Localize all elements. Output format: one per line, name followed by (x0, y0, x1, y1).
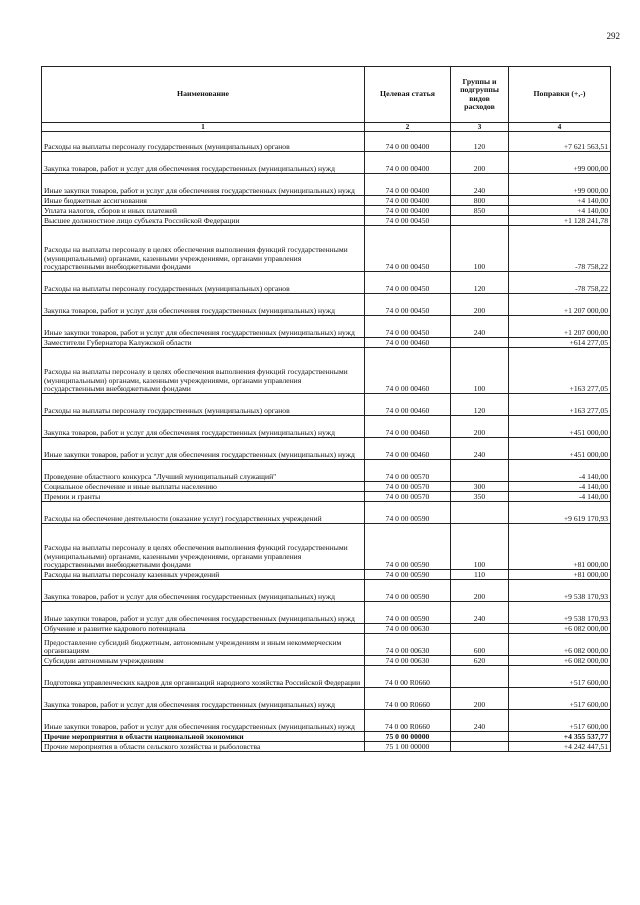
row-group: 800 (451, 196, 509, 206)
row-article: 74 0 00 00400 (365, 206, 451, 216)
row-amount: -4 140,00 (509, 492, 611, 502)
row-name: Закупка товаров, работ и услуг для обеспечения государственных (муниципальных) нужд (42, 416, 365, 438)
row-article: 74 0 00 00630 (365, 634, 451, 656)
row-article: 74 0 00 00570 (365, 492, 451, 502)
column-number: 1 (42, 123, 365, 132)
row-name: Иные закупки товаров, работ и услуг для обеспечения государственных (муниципальных) нужд (42, 602, 365, 624)
row-name: Закупка товаров, работ и услуг для обеспечения государственных (муниципальных) нужд (42, 152, 365, 174)
row-amount: +614 277,05 (509, 338, 611, 348)
row-name: Уплата налогов, сборов и иных платежей (42, 206, 365, 216)
table-row (42, 152, 611, 174)
row-amount: -4 140,00 (509, 482, 611, 492)
row-group: 100 (451, 226, 509, 272)
row-group: 200 (451, 152, 509, 174)
header-amendments: Поправки (+,-) (509, 67, 611, 123)
row-amount: +81 000,00 (509, 524, 611, 570)
row-name: Подготовка управленческих кадров для организаций народного хозяйства Российской Федерации (42, 666, 365, 688)
column-number-row (42, 123, 611, 132)
table-row (42, 196, 611, 206)
table-row (42, 338, 611, 348)
row-name: Расходы на выплаты персоналу в целях обеспечения выполнения функций государственными (муниципальными) органами, казенными учреждениями, органами управления государственными внебюджетными фондами (42, 226, 365, 272)
row-article: 74 0 00 00460 (365, 338, 451, 348)
row-group: 120 (451, 132, 509, 152)
row-name: Заместители Губернатора Калужской области (42, 338, 365, 348)
row-amount: +7 621 563,51 (509, 132, 611, 152)
row-name: Расходы на выплаты персоналу государственных (муниципальных) органов (42, 272, 365, 294)
row-name: Закупка товаров, работ и услуг для обеспечения государственных (муниципальных) нужд (42, 580, 365, 602)
row-amount: +451 000,00 (509, 416, 611, 438)
row-amount: +163 277,05 (509, 394, 611, 416)
table-row (42, 570, 611, 580)
row-group: 110 (451, 570, 509, 580)
row-amount: +517 600,00 (509, 688, 611, 710)
row-name: Расходы на выплаты персоналу в целях обеспечения выполнения функций государственными (муниципальными) органами, казенными учреждениями, органами управления государственными внебюджетными фондами (42, 524, 365, 570)
row-name: Субсидии автономным учреждениям (42, 656, 365, 666)
table-row (42, 666, 611, 688)
header-row (42, 67, 611, 123)
row-amount: +4 140,00 (509, 196, 611, 206)
row-name: Закупка товаров, работ и услуг для обеспечения государственных (муниципальных) нужд (42, 688, 365, 710)
row-article: 74 0 00 00590 (365, 524, 451, 570)
table-row (42, 316, 611, 338)
budget-amendments-table (41, 66, 611, 752)
row-amount: +81 000,00 (509, 570, 611, 580)
row-article: 74 0 00 00590 (365, 502, 451, 524)
row-article: 74 0 00 00450 (365, 216, 451, 226)
row-group: 200 (451, 416, 509, 438)
row-amount: +1 207 000,00 (509, 294, 611, 316)
row-amount: +6 082 000,00 (509, 656, 611, 666)
row-article: 74 0 00 00450 (365, 272, 451, 294)
row-amount: +517 600,00 (509, 666, 611, 688)
header-groups: Группы и подгруппы видов расходов (451, 67, 509, 123)
row-group: 300 (451, 482, 509, 492)
row-amount: +4 140,00 (509, 206, 611, 216)
row-group: 240 (451, 316, 509, 338)
row-name: Предоставление субсидий бюджетным, автономным учреждениям и иным некоммерческим организациям (42, 634, 365, 656)
row-amount: -4 140,00 (509, 460, 611, 482)
page-number: 292 (606, 31, 620, 41)
row-group: 600 (451, 634, 509, 656)
row-group: 200 (451, 580, 509, 602)
row-article: 74 0 00 00450 (365, 294, 451, 316)
table-row (42, 394, 611, 416)
row-article: 74 0 00 00460 (365, 438, 451, 460)
row-name: Иные закупки товаров, работ и услуг для обеспечения государственных (муниципальных) нужд (42, 438, 365, 460)
row-article: 74 0 00 00460 (365, 394, 451, 416)
row-name: Социальное обеспечение и иные выплаты населению (42, 482, 365, 492)
row-group (451, 216, 509, 226)
row-group: 100 (451, 524, 509, 570)
row-amount: +1 207 000,00 (509, 316, 611, 338)
row-amount: +9 538 170,93 (509, 580, 611, 602)
header-article: Целевая статья (365, 67, 451, 123)
row-article: 74 0 00 R0660 (365, 688, 451, 710)
row-article: 74 0 00 00570 (365, 482, 451, 492)
row-amount: -78 758,22 (509, 226, 611, 272)
row-group: 240 (451, 710, 509, 732)
table-row (42, 226, 611, 272)
table-row (42, 688, 611, 710)
table-row (42, 294, 611, 316)
row-group: 240 (451, 602, 509, 624)
row-name: Проведение областного конкурса "Лучший муниципальный служащий" (42, 460, 365, 482)
row-group: 100 (451, 348, 509, 394)
row-name: Обучение и развитие кадрового потенциала (42, 624, 365, 634)
row-article: 74 0 00 R0660 (365, 710, 451, 732)
row-article: 74 0 00 R0660 (365, 666, 451, 688)
table-row (42, 132, 611, 152)
row-article: 74 0 00 00570 (365, 460, 451, 482)
row-amount: +99 000,00 (509, 152, 611, 174)
row-group: 120 (451, 272, 509, 294)
table-row (42, 492, 611, 502)
table-row (42, 634, 611, 656)
row-amount: +9 619 170,93 (509, 502, 611, 524)
row-name: Иные закупки товаров, работ и услуг для обеспечения государственных (муниципальных) нужд (42, 710, 365, 732)
row-group (451, 624, 509, 634)
row-amount: +99 000,00 (509, 174, 611, 196)
row-group: 620 (451, 656, 509, 666)
row-article: 74 0 00 00590 (365, 570, 451, 580)
row-amount: +517 600,00 (509, 710, 611, 732)
row-amount: -78 758,22 (509, 272, 611, 294)
row-name: Высшее должностное лицо субъекта Российской Федерации (42, 216, 365, 226)
table-body (42, 132, 611, 752)
row-name: Прочие мероприятия в области сельского хозяйства и рыболовства (42, 742, 365, 752)
row-article: 74 0 00 00460 (365, 348, 451, 394)
row-article: 75 1 00 00000 (365, 742, 451, 752)
row-amount: +163 277,05 (509, 348, 611, 394)
row-article: 74 0 00 00400 (365, 174, 451, 196)
row-group (451, 732, 509, 742)
row-article: 74 0 00 00630 (365, 656, 451, 666)
row-group (451, 460, 509, 482)
row-amount: +451 000,00 (509, 438, 611, 460)
table-row (42, 174, 611, 196)
row-amount: +6 082 000,00 (509, 624, 611, 634)
row-name: Закупка товаров, работ и услуг для обеспечения государственных (муниципальных) нужд (42, 294, 365, 316)
table-row (42, 348, 611, 394)
column-number: 4 (509, 123, 611, 132)
table-row (42, 580, 611, 602)
row-group: 850 (451, 206, 509, 216)
row-amount: +6 082 000,00 (509, 634, 611, 656)
table-row (42, 624, 611, 634)
table-row (42, 438, 611, 460)
row-article: 74 0 00 00450 (365, 226, 451, 272)
table-row (42, 732, 611, 742)
row-group: 240 (451, 174, 509, 196)
row-name: Премии и гранты (42, 492, 365, 502)
row-amount: +4 355 537,77 (509, 732, 611, 742)
table-row (42, 656, 611, 666)
row-name: Прочие мероприятия в области национальной экономики (42, 732, 365, 742)
column-number: 2 (365, 123, 451, 132)
row-name: Иные бюджетные ассигнования (42, 196, 365, 206)
row-article: 74 0 00 00630 (365, 624, 451, 634)
row-group: 200 (451, 294, 509, 316)
row-group: 240 (451, 438, 509, 460)
table-row (42, 216, 611, 226)
row-name: Иные закупки товаров, работ и услуг для обеспечения государственных (муниципальных) нужд (42, 316, 365, 338)
row-name: Расходы на выплаты персоналу казенных учреждений (42, 570, 365, 580)
table-row (42, 524, 611, 570)
row-amount: +9 538 170,93 (509, 602, 611, 624)
row-group (451, 742, 509, 752)
row-name: Расходы на обеспечение деятельности (оказание услуг) государственных учреждений (42, 502, 365, 524)
row-article: 74 0 00 00400 (365, 196, 451, 206)
row-article: 74 0 00 00400 (365, 152, 451, 174)
row-group: 350 (451, 492, 509, 502)
row-name: Расходы на выплаты персоналу государственных (муниципальных) органов (42, 132, 365, 152)
row-article: 75 0 00 00000 (365, 732, 451, 742)
row-name: Иные закупки товаров, работ и услуг для обеспечения государственных (муниципальных) нужд (42, 174, 365, 196)
table-row (42, 416, 611, 438)
table-row (42, 502, 611, 524)
row-article: 74 0 00 00450 (365, 316, 451, 338)
row-group (451, 502, 509, 524)
row-article: 74 0 00 00400 (365, 132, 451, 152)
table-row (42, 272, 611, 294)
row-amount: +4 242 447,51 (509, 742, 611, 752)
table-row (42, 460, 611, 482)
table-row (42, 482, 611, 492)
header-name: Наименование (42, 67, 365, 123)
row-group: 200 (451, 688, 509, 710)
row-article: 74 0 00 00590 (365, 580, 451, 602)
table-row (42, 742, 611, 752)
row-article: 74 0 00 00460 (365, 416, 451, 438)
row-amount: +1 128 241,78 (509, 216, 611, 226)
table-row (42, 206, 611, 216)
row-group: 120 (451, 394, 509, 416)
column-number: 3 (451, 123, 509, 132)
row-group (451, 338, 509, 348)
table-row (42, 602, 611, 624)
row-name: Расходы на выплаты персоналу в целях обеспечения выполнения функций государственными (муниципальными) органами, казенными учреждениями, органами управления государственными внебюджетными фондами (42, 348, 365, 394)
row-group (451, 666, 509, 688)
table-row (42, 710, 611, 732)
row-name: Расходы на выплаты персоналу государственных (муниципальных) органов (42, 394, 365, 416)
row-article: 74 0 00 00590 (365, 602, 451, 624)
